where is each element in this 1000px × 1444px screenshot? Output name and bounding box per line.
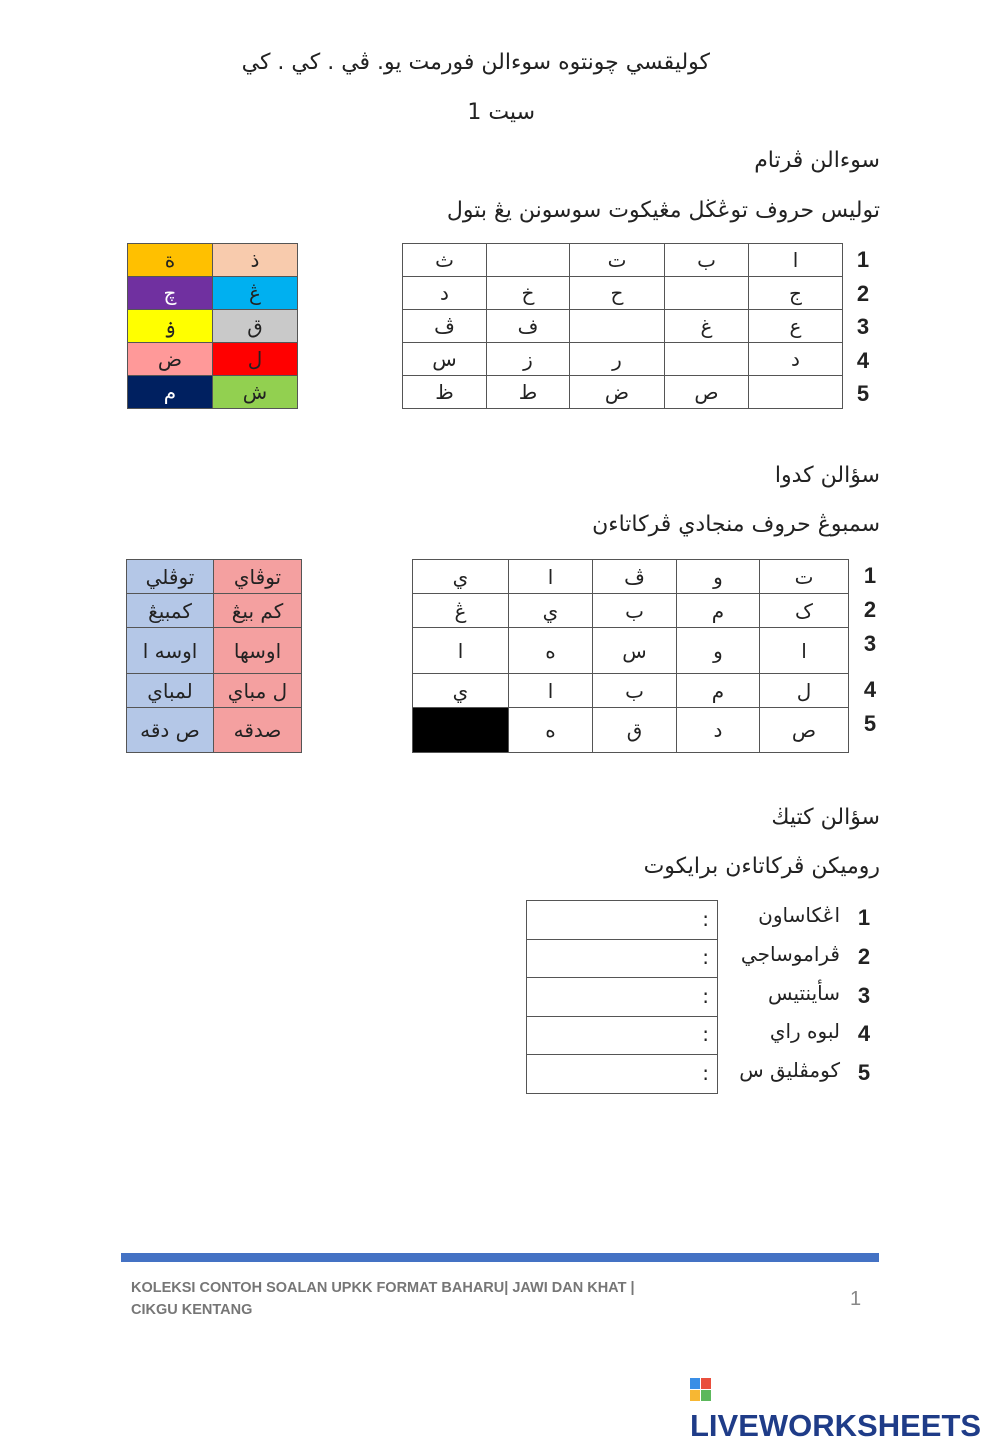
blacked-cell: [413, 708, 509, 753]
answer-colon: :: [702, 944, 709, 969]
answer-tile[interactable]: اوسه ا: [127, 628, 214, 674]
row-number: 1: [856, 247, 870, 272]
answer-tile[interactable]: چ: [128, 277, 213, 310]
tile-row: [127, 560, 302, 594]
answer-box[interactable]: [526, 900, 718, 940]
section2-heading: سؤالن كدوا: [774, 463, 880, 488]
blank-cell[interactable]: [570, 310, 665, 343]
tile-row: [127, 708, 302, 753]
letter-cell: ع: [749, 310, 843, 343]
item-number: 1: [857, 905, 871, 930]
grid-row: [413, 628, 849, 674]
letter-cell: ڤ: [593, 560, 677, 594]
letter-cell: ا: [749, 244, 843, 277]
letter-cell: ي: [509, 594, 593, 628]
grid-row: [413, 594, 849, 628]
letter-cell: ج: [749, 277, 843, 310]
letter-cell: ص: [760, 708, 849, 753]
letter-cell: ي: [413, 560, 509, 594]
item-word: ڤراموساجي: [740, 941, 840, 966]
item-word: لبوه راي: [769, 1019, 840, 1044]
letter-cell: ط: [487, 376, 570, 409]
footer-bar: [121, 1253, 879, 1262]
answer-tile[interactable]: ش: [213, 376, 298, 409]
blank-cell[interactable]: [487, 244, 570, 277]
letter-cell: ا: [413, 628, 509, 674]
letter-cell: م: [677, 674, 760, 708]
answer-tile[interactable]: ل: [213, 343, 298, 376]
letter-cell: ض: [570, 376, 665, 409]
letter-cell: ي: [413, 674, 509, 708]
row-number: 3: [863, 631, 877, 656]
set-label: سيت 1: [467, 100, 535, 125]
grid-row: [403, 310, 843, 343]
tile-row: [128, 376, 298, 409]
grid-row: [403, 277, 843, 310]
section2-letter-grid: [412, 559, 849, 753]
section2-answer-tiles: [126, 559, 302, 753]
section1-answer-tiles: [127, 243, 298, 409]
section1-row-numbers: [848, 243, 878, 411]
answer-colon: :: [702, 1061, 709, 1086]
row-number: 4: [863, 677, 877, 702]
letter-cell: ڠ: [413, 594, 509, 628]
section3-instruction: روميكن ڤركاتاءن برايكوت: [643, 854, 880, 879]
page-title: كوليقسي چونتوه سوءالن فورمت يو. ڤي . كي . كي: [241, 50, 710, 75]
answer-tile[interactable]: ڠ: [213, 277, 298, 310]
section2-row-numbers: [855, 559, 885, 754]
grid-row: [403, 244, 843, 277]
answer-tile[interactable]: ق: [213, 310, 298, 343]
section2-instruction: سمبوڠ حروف منجادي ڤركاتاءن: [592, 512, 880, 537]
row-number: 5: [856, 381, 870, 407]
letter-cell: ت: [760, 560, 849, 594]
item-word: كومڤليق س: [739, 1058, 840, 1083]
tile-row: [128, 310, 298, 343]
answer-box[interactable]: [526, 939, 718, 978]
footer-text-line2: CIKGU KENTANG: [131, 1302, 253, 1318]
answer-tile[interactable]: ۏ: [128, 310, 213, 343]
answer-tile[interactable]: ص دقه: [127, 708, 214, 753]
blank-cell[interactable]: [665, 277, 749, 310]
footer-text: [131, 1277, 691, 1321]
letter-cell: ر: [570, 343, 665, 376]
answer-tile[interactable]: توڤلي: [127, 560, 214, 594]
letter-cell: ب: [593, 594, 677, 628]
footer-text-line1: KOLEKSI CONTOH SOALAN UPKK FORMAT BAHARU| JAWI DAN KHAT |: [131, 1280, 635, 1296]
letter-cell: د: [749, 343, 843, 376]
grid-row: [413, 708, 849, 753]
letter-cell: د: [677, 708, 760, 753]
answer-tile[interactable]: اوسها: [214, 628, 302, 674]
item-number: 2: [857, 943, 871, 969]
letter-cell: ف: [487, 310, 570, 343]
letter-cell: خ: [487, 277, 570, 310]
answer-tile[interactable]: ذ: [213, 244, 298, 277]
answer-box[interactable]: [526, 978, 718, 1017]
answer-tile[interactable]: ة: [128, 244, 213, 277]
letter-cell: س: [593, 628, 677, 674]
grid-row: [413, 560, 849, 594]
tile-row: [127, 628, 302, 674]
letter-cell: ث: [403, 244, 487, 277]
row-number: 2: [856, 280, 870, 306]
blank-cell[interactable]: [665, 343, 749, 376]
letter-cell: ڤ: [403, 310, 487, 343]
section1-instruction: توليس حروف توڠڬل مڠيكوت سوسونن يڠ بتول: [446, 198, 880, 223]
letter-cell: ق: [593, 708, 677, 753]
answer-colon: :: [702, 983, 709, 1008]
item-word: اڠكاساون: [758, 903, 840, 927]
row-number: 5: [863, 711, 877, 736]
item-number: 5: [857, 1060, 871, 1086]
letter-cell: ح: [570, 277, 665, 310]
answer-colon: :: [702, 907, 709, 931]
row-number: 2: [863, 597, 877, 622]
row-number: 4: [856, 347, 870, 373]
grid-row: [403, 376, 843, 409]
tile-row: [128, 244, 298, 277]
item-word: سأينتيس: [767, 980, 840, 1005]
blank-cell[interactable]: [749, 376, 843, 409]
section1-letter-grid: [402, 243, 843, 409]
answer-tile[interactable]: م: [128, 376, 213, 409]
liveworksheets-icon: [690, 1378, 712, 1402]
item-number: 3: [857, 982, 871, 1008]
letter-cell: ظ: [403, 376, 487, 409]
letter-cell: د: [403, 277, 487, 310]
letter-cell: م: [677, 594, 760, 628]
letter-cell: س: [403, 343, 487, 376]
answer-tile[interactable]: كم بيڠ: [214, 594, 302, 628]
letter-cell: ل: [760, 674, 849, 708]
tile-row: [128, 277, 298, 310]
grid-row: [413, 674, 849, 708]
liveworksheets-logo[interactable]: [690, 1372, 1000, 1444]
brand-text: LIVEWORKSHEETS: [690, 1408, 982, 1443]
tile-row: [128, 343, 298, 376]
letter-cell: ص: [665, 376, 749, 409]
letter-cell: ه: [509, 628, 593, 674]
letter-cell: ا: [509, 674, 593, 708]
section3-heading: سؤالن كتيڬ: [771, 805, 880, 830]
tile-row: [127, 594, 302, 628]
letter-cell: ا: [760, 628, 849, 674]
answer-tile[interactable]: ض: [128, 343, 213, 376]
letter-cell: غ: [665, 310, 749, 343]
tile-row: [127, 674, 302, 708]
letter-cell: ه: [509, 708, 593, 753]
letter-cell: و: [677, 560, 760, 594]
letter-cell: و: [677, 628, 760, 674]
answer-tile[interactable]: صدقه: [214, 708, 302, 753]
answer-tile[interactable]: كمبيڠ: [127, 594, 214, 628]
row-number: 1: [863, 563, 877, 588]
letter-cell: ز: [487, 343, 570, 376]
answer-tile[interactable]: توڤاي: [214, 560, 302, 594]
letter-cell: ک: [760, 594, 849, 628]
item-number: 4: [857, 1021, 871, 1047]
letter-cell: ا: [509, 560, 593, 594]
answer-box[interactable]: [526, 1016, 718, 1055]
letter-cell: ب: [665, 244, 749, 277]
row-number: 3: [856, 314, 870, 340]
letter-cell: ت: [570, 244, 665, 277]
page-number: 1: [850, 1288, 862, 1310]
answer-tile[interactable]: لمباي: [127, 674, 214, 708]
section1-heading: سوءالن ڤرتام: [754, 148, 880, 173]
letter-cell: ب: [593, 674, 677, 708]
answer-box[interactable]: [526, 1055, 718, 1094]
answer-tile[interactable]: ل مباي: [214, 674, 302, 708]
grid-row: [403, 343, 843, 376]
answer-colon: :: [702, 1022, 709, 1047]
